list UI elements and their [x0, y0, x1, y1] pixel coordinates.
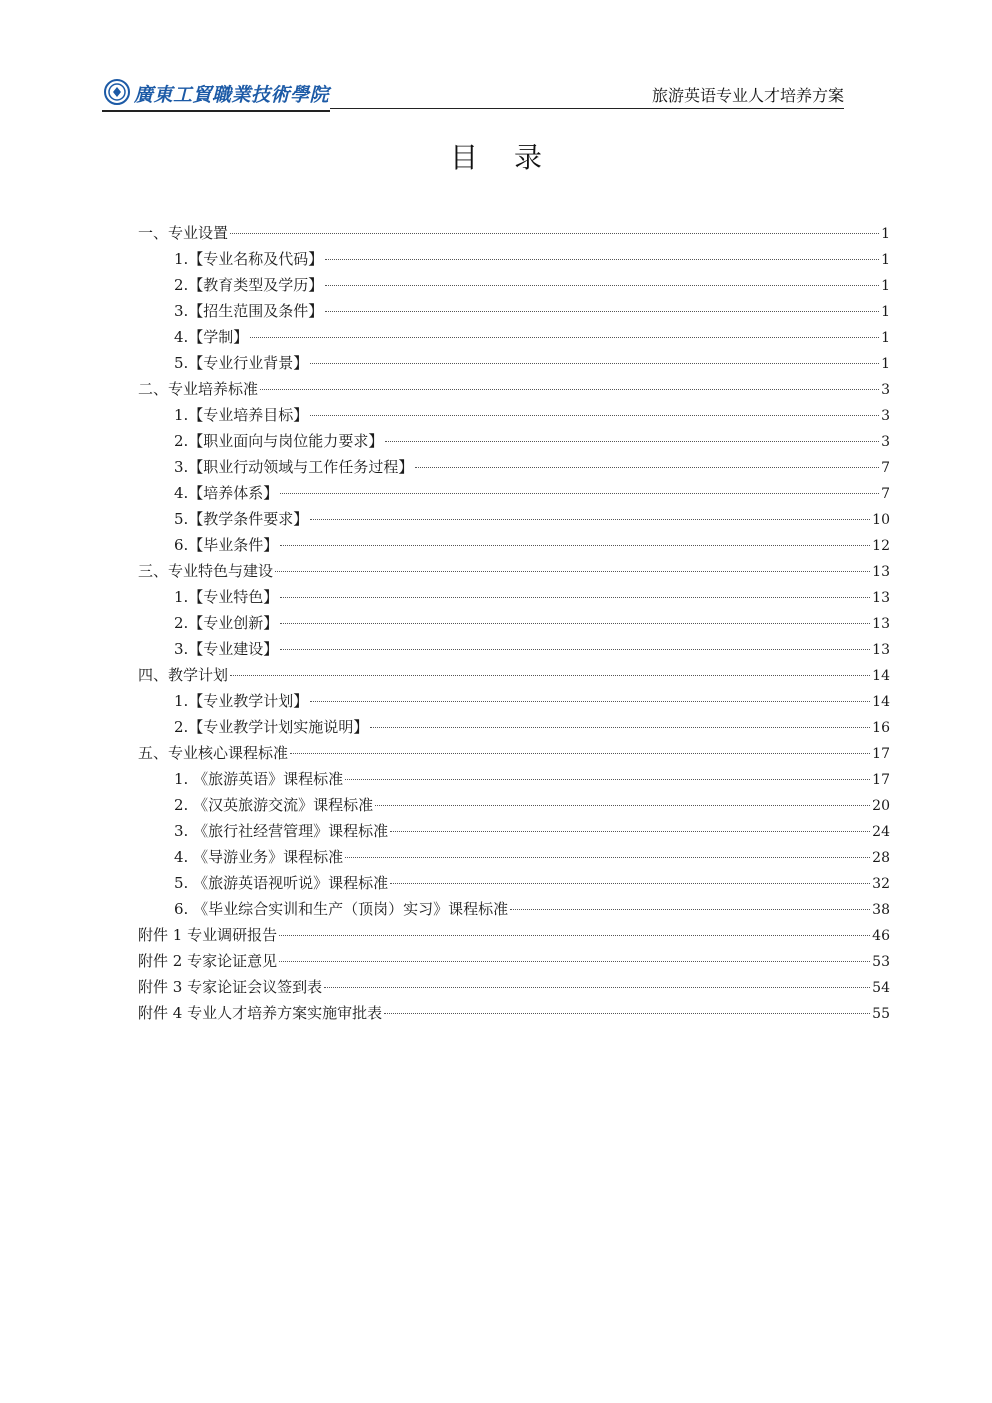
toc-dot-leader — [310, 363, 879, 364]
toc-dot-leader — [345, 857, 870, 858]
toc-dot-leader — [280, 597, 870, 598]
toc-entry-page: 12 — [872, 538, 890, 554]
toc-entry[interactable] — [138, 220, 890, 246]
toc-entry-label: 3.【专业建设】 — [174, 640, 279, 658]
toc-dot-leader — [279, 935, 870, 936]
toc-entry-page: 1 — [881, 252, 890, 268]
toc-entry[interactable] — [138, 1000, 890, 1026]
toc-entry-page: 14 — [872, 694, 890, 710]
toc-dot-leader — [250, 337, 879, 338]
toc-dot-leader — [325, 285, 879, 286]
toc-entry-label: 4.【学制】 — [174, 328, 249, 346]
toc-entry-label: 1.【专业特色】 — [174, 588, 279, 606]
toc-entry-label: 1. 《旅游英语》课程标准 — [174, 770, 344, 788]
toc-entry[interactable] — [138, 532, 890, 558]
toc-entry-page: 46 — [872, 928, 890, 944]
toc-entry-label: 一、专业设置 — [138, 224, 229, 242]
toc-entry-label: 1.【专业教学计划】 — [174, 692, 309, 710]
toc-dot-leader — [415, 467, 879, 468]
toc-entry-page: 24 — [872, 824, 890, 840]
toc-entry-page: 13 — [872, 616, 890, 632]
toc-entry-page: 13 — [872, 564, 890, 580]
toc-dot-leader — [260, 389, 879, 390]
toc-entry-page: 3 — [881, 408, 890, 424]
toc-entry-page: 14 — [872, 668, 890, 684]
toc-dot-leader — [230, 675, 870, 676]
toc-entry[interactable] — [138, 948, 890, 974]
toc-entry-label: 3. 《旅行社经营管理》课程标准 — [174, 822, 389, 840]
toc-entry-page: 3 — [881, 382, 890, 398]
toc-entry[interactable] — [138, 402, 890, 428]
toc-entry-page: 13 — [872, 642, 890, 658]
toc-entry[interactable] — [138, 454, 890, 480]
toc-entry-label: 附件 1 专业调研报告 — [138, 926, 278, 944]
toc-entry-label: 附件 4 专业人才培养方案实施审批表 — [138, 1004, 383, 1022]
toc-entry[interactable] — [138, 818, 890, 844]
toc-entry[interactable] — [138, 636, 890, 662]
toc-entry-page: 3 — [881, 434, 890, 450]
toc-entry[interactable] — [138, 974, 890, 1000]
toc-entry-page: 1 — [881, 304, 890, 320]
toc-entry-page: 32 — [872, 876, 890, 892]
toc-entry-page: 53 — [872, 954, 890, 970]
toc-dot-leader — [290, 753, 870, 754]
toc-entry-page: 20 — [872, 798, 890, 814]
toc-entry-page: 10 — [872, 512, 890, 528]
toc-dot-leader — [280, 649, 870, 650]
toc-entry-label: 3.【职业行动领域与工作任务过程】 — [174, 458, 414, 476]
toc-entry[interactable] — [138, 870, 890, 896]
toc-dot-leader — [275, 571, 870, 572]
toc-entry-label: 5. 《旅游英语视听说》课程标准 — [174, 874, 389, 892]
emblem-icon — [104, 79, 130, 105]
toc-entry-page: 1 — [881, 330, 890, 346]
toc-dot-leader — [345, 779, 870, 780]
toc-entry-page: 1 — [881, 356, 890, 372]
toc-entry[interactable] — [138, 324, 890, 350]
table-of-contents — [138, 220, 890, 1026]
toc-dot-leader — [390, 883, 870, 884]
toc-entry[interactable] — [138, 740, 890, 766]
toc-dot-leader — [325, 311, 879, 312]
toc-entry-label: 6. 《毕业综合实训和生产（顶岗）实习》课程标准 — [174, 900, 509, 918]
toc-dot-leader — [230, 233, 879, 234]
toc-entry-page: 13 — [872, 590, 890, 606]
toc-entry[interactable] — [138, 688, 890, 714]
toc-dot-leader — [280, 623, 870, 624]
toc-dot-leader — [390, 831, 870, 832]
toc-dot-leader — [280, 545, 870, 546]
page-header — [102, 72, 844, 108]
toc-dot-leader — [310, 415, 879, 416]
institution-logo — [102, 76, 330, 112]
toc-entry-page: 7 — [881, 486, 890, 502]
toc-entry-label: 5.【教学条件要求】 — [174, 510, 309, 528]
toc-entry[interactable] — [138, 896, 890, 922]
toc-dot-leader — [310, 701, 870, 702]
toc-entry[interactable] — [138, 272, 890, 298]
toc-entry[interactable] — [138, 584, 890, 610]
toc-entry-label: 2.【教育类型及学历】 — [174, 276, 324, 294]
document-title: 旅游英语专业人才培养方案 — [330, 84, 844, 109]
toc-entry[interactable] — [138, 428, 890, 454]
toc-entry-label: 五、专业核心课程标准 — [138, 744, 289, 762]
toc-entry-label: 5.【专业行业背景】 — [174, 354, 309, 372]
toc-entry-label: 1.【专业名称及代码】 — [174, 250, 324, 268]
toc-entry[interactable] — [138, 662, 890, 688]
toc-entry[interactable] — [138, 350, 890, 376]
toc-entry[interactable] — [138, 558, 890, 584]
toc-entry-page: 1 — [881, 278, 890, 294]
toc-entry-label: 2.【专业教学计划实施说明】 — [174, 718, 369, 736]
toc-entry-label: 3.【招生范围及条件】 — [174, 302, 324, 320]
toc-entry[interactable] — [138, 844, 890, 870]
toc-entry[interactable] — [138, 506, 890, 532]
toc-entry-label: 三、专业特色与建设 — [138, 562, 274, 580]
toc-entry-page: 38 — [872, 902, 890, 918]
toc-entry-label: 2.【职业面向与岗位能力要求】 — [174, 432, 384, 450]
toc-entry-label: 6.【毕业条件】 — [174, 536, 279, 554]
toc-entry-page: 54 — [872, 980, 890, 996]
toc-entry-page: 17 — [872, 746, 890, 762]
toc-entry-page: 17 — [872, 772, 890, 788]
toc-entry-page: 28 — [872, 850, 890, 866]
toc-entry-label: 附件 3 专家论证会议签到表 — [138, 978, 323, 996]
toc-entry-label: 四、教学计划 — [138, 666, 229, 684]
toc-dot-leader — [510, 909, 870, 910]
toc-dot-leader — [375, 805, 870, 806]
toc-title: 目录 — [449, 141, 578, 174]
toc-dot-leader — [325, 259, 879, 260]
toc-dot-leader — [324, 987, 870, 988]
toc-entry-page: 55 — [872, 1006, 890, 1022]
toc-entry[interactable] — [138, 480, 890, 506]
toc-entry-label: 4. 《导游业务》课程标准 — [174, 848, 344, 866]
toc-entry-label: 4.【培养体系】 — [174, 484, 279, 502]
toc-entry-page: 7 — [881, 460, 890, 476]
toc-entry[interactable] — [138, 766, 890, 792]
toc-dot-leader — [279, 961, 870, 962]
toc-entry[interactable] — [138, 298, 890, 324]
toc-entry[interactable] — [138, 246, 890, 272]
toc-dot-leader — [310, 519, 870, 520]
toc-dot-leader — [384, 1013, 870, 1014]
toc-entry[interactable] — [138, 376, 890, 402]
toc-dot-leader — [280, 493, 879, 494]
toc-entry[interactable] — [138, 922, 890, 948]
toc-entry-label: 二、专业培养标准 — [138, 380, 259, 398]
toc-entry[interactable] — [138, 610, 890, 636]
toc-entry-label: 附件 2 专家论证意见 — [138, 952, 278, 970]
institution-name: 廣東工貿職業技術學院 — [134, 84, 330, 106]
toc-entry-label: 2. 《汉英旅游交流》课程标准 — [174, 796, 374, 814]
toc-entry[interactable] — [138, 792, 890, 818]
toc-dot-leader — [385, 441, 879, 442]
toc-entry-page: 1 — [881, 226, 890, 242]
toc-entry-label: 1.【专业培养目标】 — [174, 406, 309, 424]
toc-entry[interactable] — [138, 714, 890, 740]
toc-dot-leader — [370, 727, 870, 728]
toc-entry-page: 16 — [872, 720, 890, 736]
toc-entry-label: 2.【专业创新】 — [174, 614, 279, 632]
